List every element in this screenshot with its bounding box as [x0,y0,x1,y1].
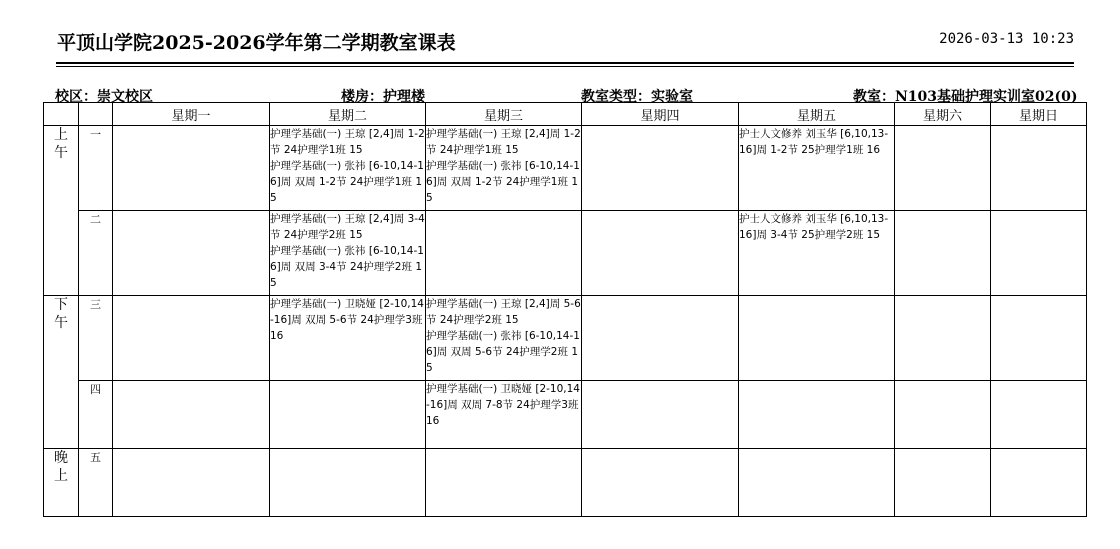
cell-p4-fri [739,381,895,449]
course-entry[interactable]: 护理学基础(一) 王琼 [2,4]周 1-2节 24护理学1班 15 [270,128,425,156]
cell-p3-tue [270,296,426,381]
cell-p3-fri [739,296,895,381]
cell-p4-sun [991,381,1087,449]
course-entry[interactable]: 护理学基础(一) 张祎 [6-10,14-16]周 双周 5-6节 24护理学2班 15 [426,330,580,374]
session-evening: 晚 上 [44,449,79,517]
cell-p2-wed [426,211,582,296]
corner-cell [44,103,79,126]
cell-p5-tue [270,449,426,517]
period-row-3 [44,296,1087,381]
campus-label: 校区：崇文校区 [55,89,153,105]
period-label-5: 五 [79,449,113,517]
cell-p3-mon [113,296,270,381]
course-entry[interactable]: 护理学基础(一) 王琼 [2,4]周 1-2节 24护理学1班 15 [426,128,581,156]
course-entry[interactable]: 护理学基础(一) 张祎 [6-10,14-16]周 双周 3-4节 24护理学2班 15 [270,245,424,289]
print-datetime: 2026-03-13 10:23 [939,31,1074,47]
cell-p3-thu [582,296,739,381]
cell-p2-thu [582,211,739,296]
period-label-1: 一 [79,126,113,211]
day-header-mon: 星期一 [113,103,270,126]
cell-p1-wed [426,126,582,211]
period-label-2: 二 [79,211,113,296]
day-header-wed: 星期三 [426,103,582,126]
cell-p1-thu [582,126,739,211]
cell-p4-thu [582,381,739,449]
cell-p3-wed [426,296,582,381]
cell-p5-mon [113,449,270,517]
cell-p3-sat [895,296,991,381]
cell-p2-sun [991,211,1087,296]
day-header-fri: 星期五 [739,103,895,126]
cell-p5-sun [991,449,1087,517]
course-entry[interactable]: 护理学基础(一) 卫晓娅 [2-10,14-16]周 双周 7-8节 24护理学3班 16 [426,383,580,427]
period-row-2 [44,211,1087,296]
building-label: 楼房：护理楼 [341,89,425,105]
title-rule [56,62,1074,64]
course-entry[interactable]: 护理学基础(一) 王琼 [2,4]周 3-4节 24护理学2班 15 [270,213,425,241]
period-label-4: 四 [79,381,113,449]
course-entry[interactable]: 护士人文修养 刘玉华 [6,10,13-16]周 1-2节 25护理学1班 16 [739,128,889,156]
course-entry[interactable]: 护理学基础(一) 张祎 [6-10,14-16]周 双周 1-2节 24护理学1班 15 [270,160,424,204]
cell-p4-tue [270,381,426,449]
day-header-thu: 星期四 [582,103,739,126]
course-entry[interactable]: 护理学基础(一) 张祎 [6-10,14-16]周 双周 1-2节 24护理学1班 15 [426,160,580,204]
course-entry[interactable]: 护士人文修养 刘玉华 [6,10,13-16]周 3-4节 25护理学2班 15 [739,213,889,241]
session-morning: 上 午 [44,126,79,296]
cell-p1-sun [991,126,1087,211]
period-row-1 [44,126,1087,211]
page-title: 平顶山学院2025-2026学年第二学期教室课表 [57,32,456,54]
cell-p1-sat [895,126,991,211]
day-header-sat: 星期六 [895,103,991,126]
cell-p2-tue [270,211,426,296]
day-header-sun: 星期日 [991,103,1087,126]
course-entry[interactable]: 护理学基础(一) 卫晓娅 [2-10,14-16]周 双周 5-6节 24护理学3班 16 [270,298,424,342]
day-header-tue: 星期二 [270,103,426,126]
cell-p2-mon [113,211,270,296]
cell-p2-sat [895,211,991,296]
period-label-3: 三 [79,296,113,381]
cell-p5-sat [895,449,991,517]
cell-p1-fri [739,126,895,211]
room-label: 教室：N103基础护理实训室02(0) [853,89,1078,105]
timetable [43,102,1087,517]
room-type-label: 教室类型：实验室 [581,89,693,105]
cell-p5-thu [582,449,739,517]
header-row [44,103,1087,126]
cell-p4-sat [895,381,991,449]
cell-p4-wed [426,381,582,449]
cell-p3-sun [991,296,1087,381]
cell-p1-tue [270,126,426,211]
cell-p1-mon [113,126,270,211]
period-row-5 [44,449,1087,517]
cell-p5-fri [739,449,895,517]
session-afternoon: 下 午 [44,296,79,449]
period-row-4 [44,381,1087,449]
course-entry[interactable]: 护理学基础(一) 王琼 [2,4]周 5-6节 24护理学2班 15 [426,298,581,326]
cell-p4-mon [113,381,270,449]
cell-p5-wed [426,449,582,517]
title-rule-thin [56,66,1074,67]
cell-p2-fri [739,211,895,296]
corner-cell [79,103,113,126]
